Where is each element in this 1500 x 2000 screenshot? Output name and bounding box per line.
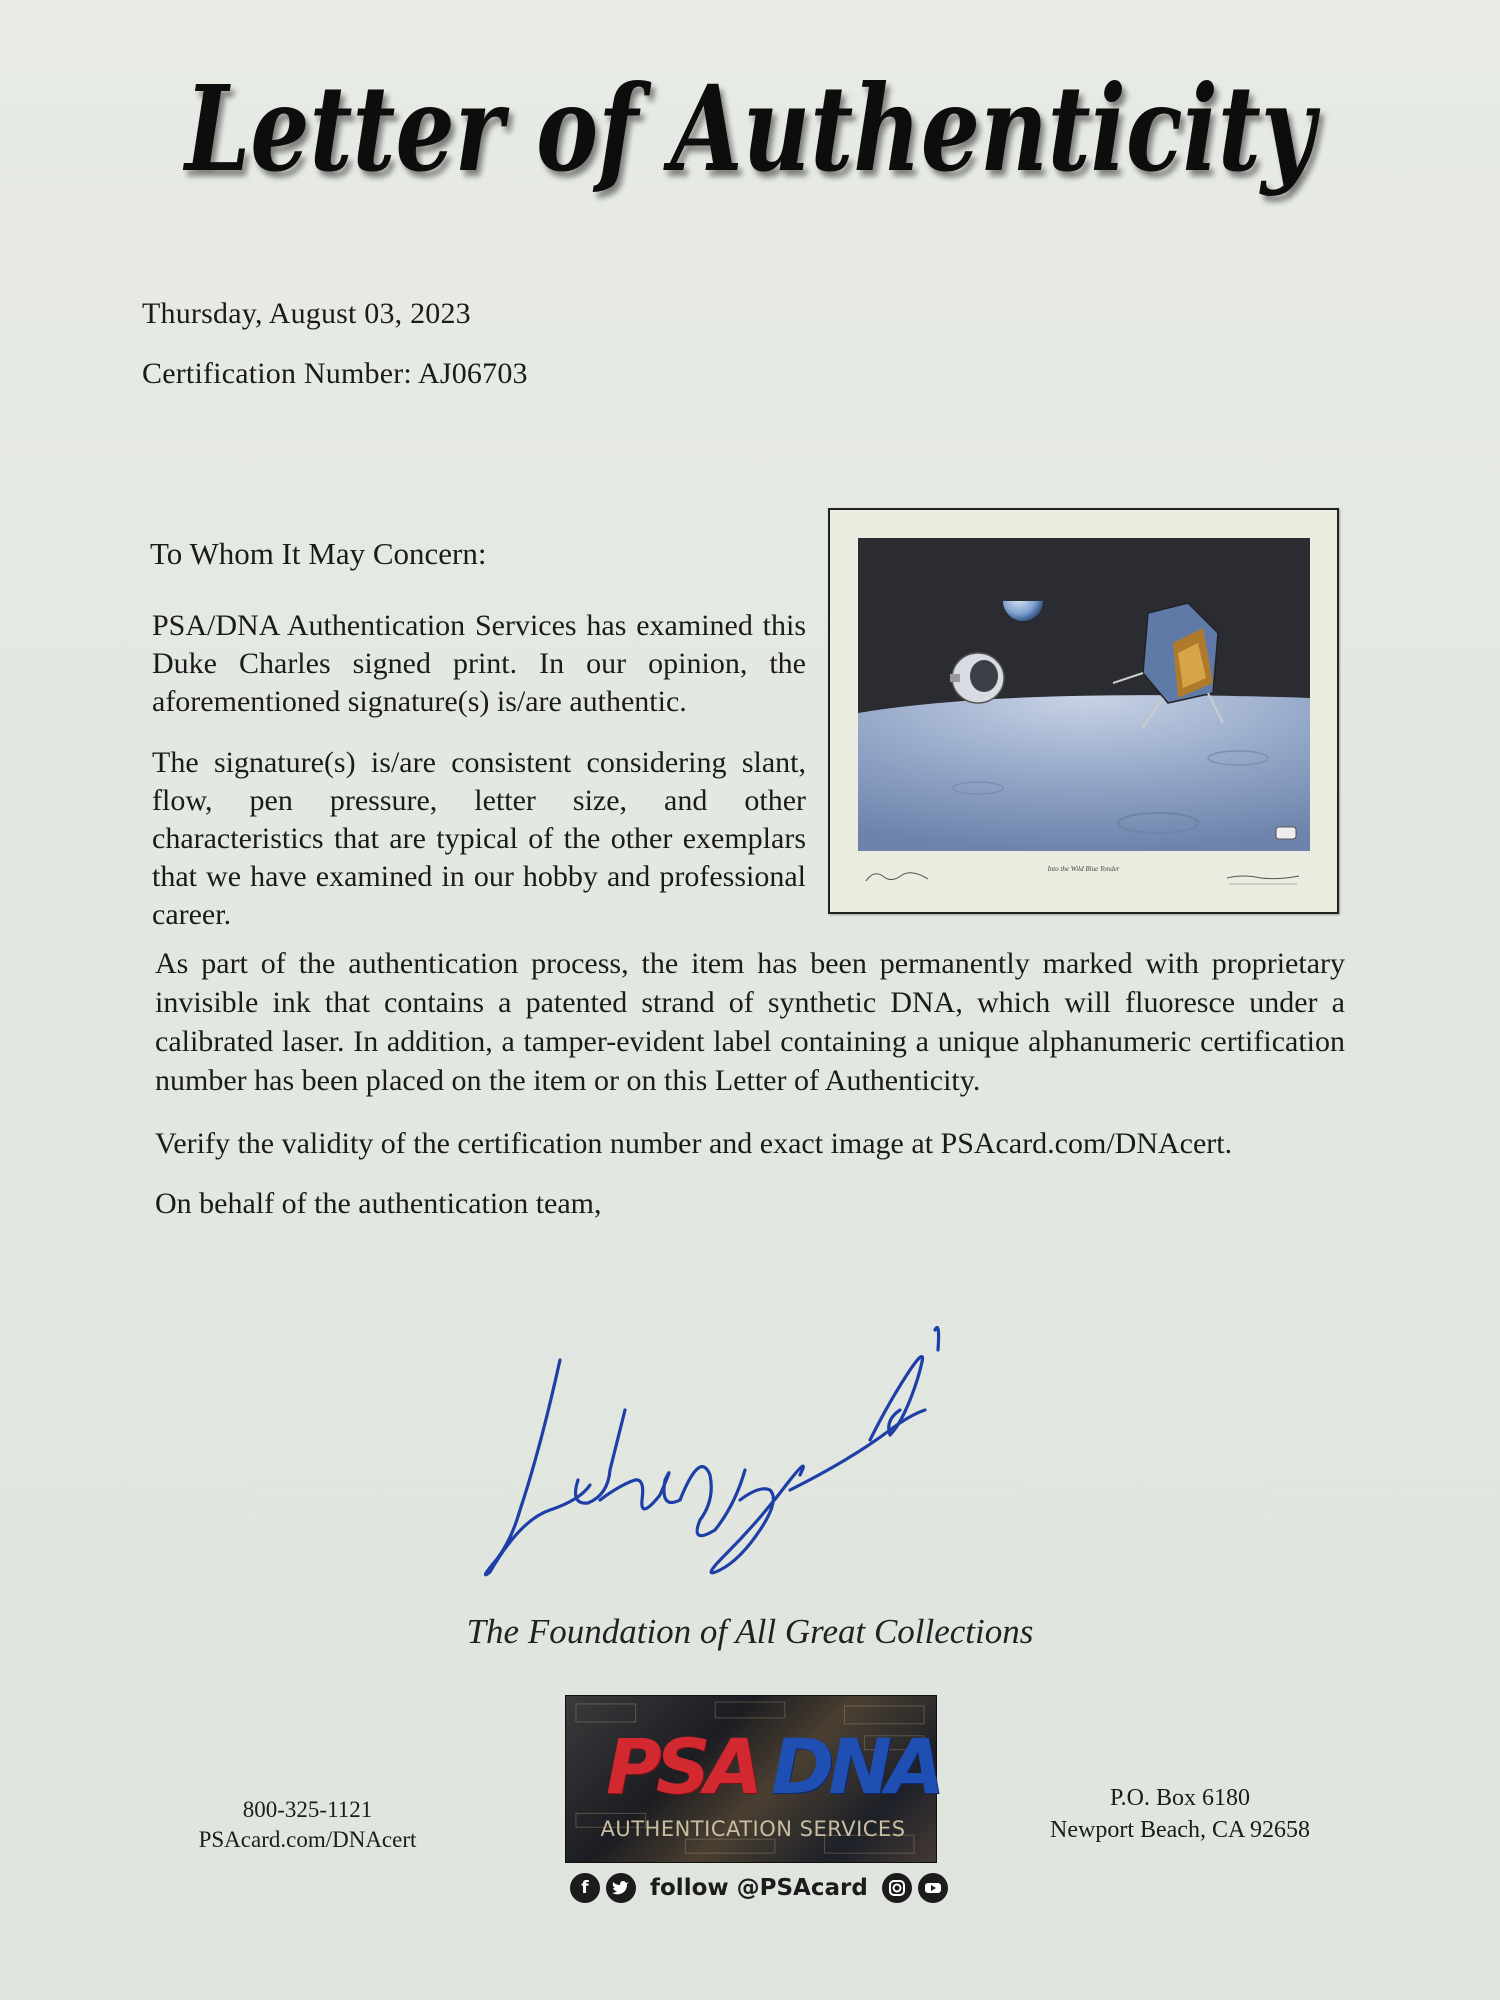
social-follow-text[interactable]: follow @PSAcard [650,1875,868,1901]
title-script [150,40,1350,240]
title-text: Letter of Authenticity [182,59,1321,198]
contact-left [170,1795,445,1855]
city-address: Newport Beach, CA 92658 [1050,1817,1310,1843]
psa-dna-hologram-logo [565,1695,937,1863]
letter-title [150,40,1350,240]
dna-wordmark: DNA [771,1722,939,1811]
item-photo [828,508,1339,914]
paragraph-examination: PSA/DNA Authentication Services has examined this Duke Charles signed print. In our opinion, the aforementioned signature(s) is/are authentic. [152,609,806,718]
psa-wordmark: PSA [606,1722,758,1811]
psa-dna-wordmark [606,1722,939,1811]
phone-number: 800-325-1121 [242,1797,373,1822]
youtube-icon[interactable] [918,1873,948,1903]
website-link: PSAcard.com/DNAcert [198,1827,417,1852]
paragraph-dna-marking: As part of the authentication process, the item has been permanently marked with proprietary invisible ink that contains a patented strand of synthetic DNA, which will fluoresce under a calibrated laser. In addition, a tamper-evident label containing a unique alphanumeric certification number has been placed on the item or on this Letter of Authenticity. [155,947,1345,1097]
space-print-image [858,538,1310,851]
twitter-icon[interactable] [606,1873,636,1903]
paragraph-closing: On behalf of the authentication team, [155,1187,602,1220]
social-follow-bar [570,1868,950,1908]
salutation: To Whom It May Concern: [150,536,487,571]
paragraph-verify: Verify the validity of the certification number and exact image at PSAcard.com/DNAcert. [155,1127,1233,1160]
instagram-icon[interactable] [882,1873,912,1903]
po-box: P.O. Box 6180 [1109,1785,1251,1811]
letter-date: Thursday, August 03, 2023 [142,297,471,330]
contact-right [1030,1782,1330,1846]
certification-number: Certification Number: AJ06703 [142,357,528,390]
facebook-icon[interactable]: f [570,1873,600,1903]
hologram-subtitle: AUTHENTICATION SERVICES [600,1817,906,1841]
print-signature-right [1223,866,1303,888]
print-caption: Into the Wild Blue Yonder [1047,865,1120,873]
handwritten-signature [470,1310,1010,1600]
tagline: The Foundation of All Great Collections [466,1612,1034,1651]
paragraph-consistency: The signature(s) is/are consistent considering slant, flow, pen pressure, letter size, and other characteristics that are typical of the other exemplars that we have examined in our hobby and professional career. [152,746,806,931]
